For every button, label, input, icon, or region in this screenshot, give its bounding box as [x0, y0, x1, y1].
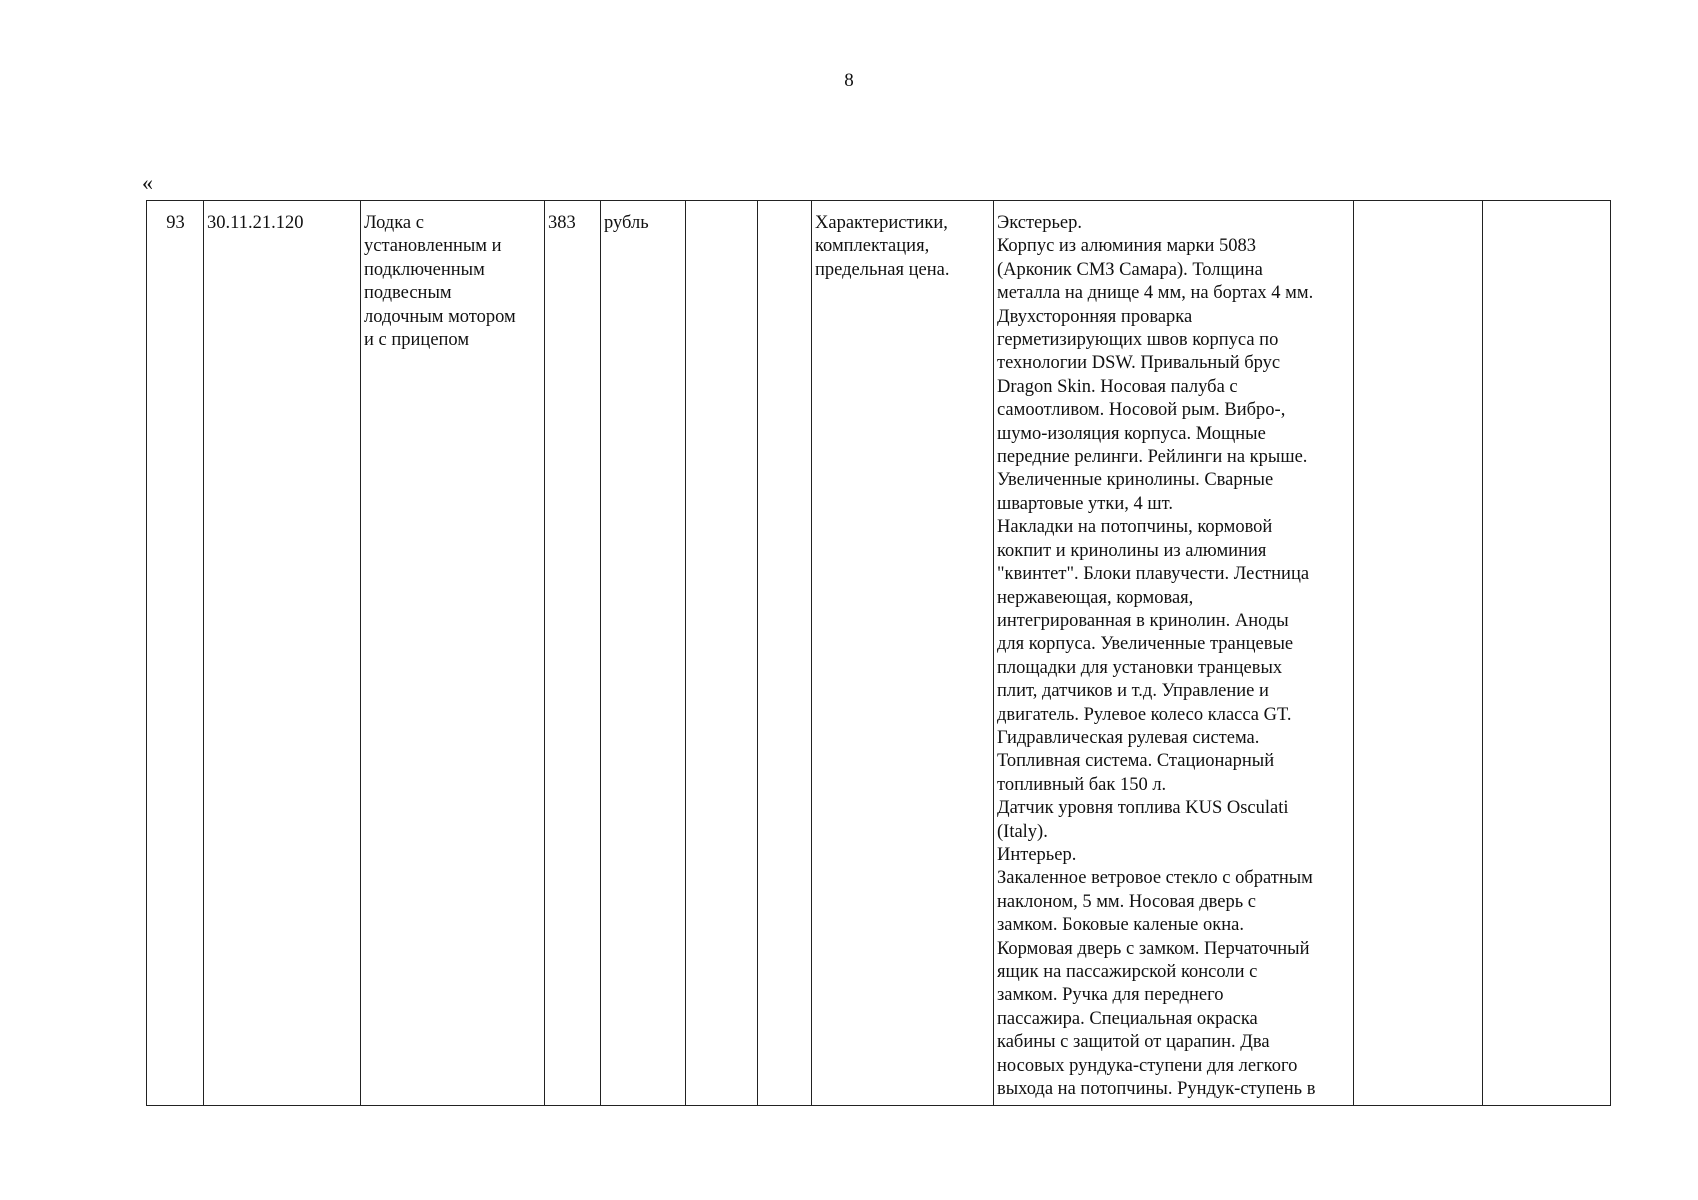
- description-line: передние релинги. Рейлинги на крыше.: [997, 447, 1308, 468]
- row-number-cell: 93: [147, 201, 204, 1106]
- empty-cell-11: [1483, 201, 1611, 1106]
- description-line: герметизирующих швов корпуса по: [997, 330, 1279, 351]
- description-line: плит, датчиков и т.д. Управление и: [997, 681, 1269, 702]
- item-name-line: подвесным: [364, 283, 452, 304]
- description-line: Двухсторонняя проварка: [997, 306, 1193, 327]
- description-line: кабины с защитой от царапин. Два: [997, 1032, 1270, 1053]
- description-line: нержавеющая, кормовая,: [997, 587, 1194, 608]
- item-name-line: установленным и: [364, 236, 502, 257]
- description-line: самоотливом. Носовой рым. Вибро-,: [997, 400, 1286, 421]
- description-line: Накладки на потопчины, кормовой: [997, 517, 1273, 538]
- description-line: технологии DSW. Привальный брус: [997, 353, 1281, 374]
- description-line: Гидравлическая рулевая система.: [997, 727, 1260, 748]
- empty-cell-6: [686, 201, 758, 1106]
- description-line: наклоном, 5 мм. Носовая дверь с: [997, 891, 1257, 912]
- description-line: ящик на пассажирской консоли с: [997, 962, 1258, 982]
- item-name-line: Лодка с: [364, 213, 424, 233]
- description-line: Датчик уровня топлива KUS Osculati: [997, 798, 1289, 819]
- characteristics-cell: [812, 201, 994, 1106]
- okpd-code-cell: 30.11.21.120: [204, 201, 361, 1106]
- description-line: (Italy).: [997, 821, 1048, 842]
- characteristics-line: предельная цена.: [815, 259, 950, 280]
- description-line: для корпуса. Увеличенные транцевые: [997, 634, 1294, 655]
- unit-name-cell: рубль: [601, 201, 686, 1106]
- description-line: носовых рундука-ступени для легкого: [997, 1055, 1298, 1076]
- specification-table: [146, 200, 1611, 1106]
- description-line: площадки для установки транцевых: [997, 657, 1283, 678]
- description-line: кокпит и кринолины из алюминия: [997, 540, 1267, 561]
- description-line: швартовые утки, 4 шт.: [997, 493, 1173, 514]
- characteristics-line: Характеристики,: [815, 213, 948, 233]
- item-name-line: лодочным мотором: [364, 306, 516, 327]
- description-line: "квинтет". Блоки плавучести. Лестница: [997, 564, 1310, 585]
- description-line: пассажира. Специальная окраска: [997, 1008, 1258, 1029]
- description-line: интегрированная в кринолин. Аноды: [997, 610, 1289, 631]
- opening-quote-mark: «: [142, 170, 153, 195]
- description-line: (Арконик СМЗ Самара). Толщина: [997, 259, 1263, 280]
- description-cell: [994, 201, 1354, 1106]
- description-line: Интерьер.: [997, 844, 1077, 865]
- description-line: замком. Ручка для переднего: [997, 985, 1224, 1006]
- description-line: Корпус из алюминия марки 5083: [997, 236, 1257, 257]
- description-line: Экстерьер.: [997, 213, 1083, 233]
- description-line: металла на днище 4 мм, на бортах 4 мм.: [997, 283, 1314, 304]
- description-line: Закаленное ветровое стекло с обратным: [997, 868, 1313, 889]
- item-name-line: подключенным: [364, 259, 485, 280]
- empty-cell-7: [758, 201, 812, 1106]
- table-row: [147, 201, 1611, 1106]
- description-line: Увеличенные кринолины. Сварные: [997, 470, 1274, 491]
- description-line: замком. Боковые каленые окна.: [997, 915, 1244, 936]
- description-line: двигатель. Рулевое колесо класса GT.: [997, 704, 1292, 725]
- description-line: Dragon Skin. Носовая палуба с: [997, 376, 1238, 397]
- item-name-line: и с прицепом: [364, 330, 470, 351]
- empty-cell-10: [1354, 201, 1483, 1106]
- description-line: шумо-изоляция корпуса. Мощные: [997, 423, 1266, 444]
- description-line: Кормовая дверь с замком. Перчаточный: [997, 938, 1310, 959]
- unit-code-cell: 383: [545, 201, 601, 1106]
- page-number: 8: [844, 70, 854, 91]
- characteristics-line: комплектация,: [815, 236, 930, 257]
- description-line: Топливная система. Стационарный: [997, 751, 1275, 772]
- description-line: выхода на потопчины. Рундук-ступень в: [997, 1079, 1316, 1100]
- description-line: топливный бак 150 л.: [997, 774, 1167, 795]
- item-name-cell: [361, 201, 545, 1106]
